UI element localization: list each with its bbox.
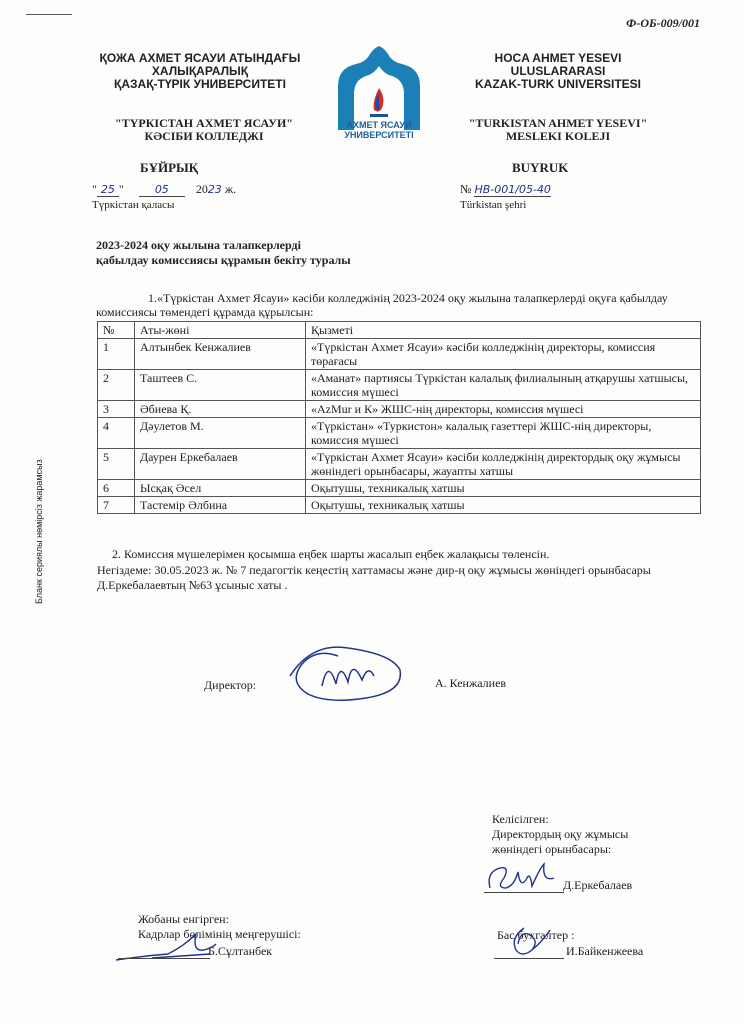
agreed-line-1: Келісілген: [492,812,549,826]
corner-mark [26,14,72,15]
prepared-line-1: Жобаны енгірген: [138,912,229,926]
college-left-line-1: "ТҮРКІСТАН АХМЕТ ЯСАУИ" [115,116,293,130]
side-note: Бланк сериялы нөмірсіз жарамсыз [34,459,44,604]
table-row [98,370,701,401]
header-right-line-2: ULUSLARARASI [510,64,606,78]
row-number: 1 [98,339,135,370]
agreed-line-3: жөніндегі орынбасары: [492,842,612,856]
agreed-block [492,812,628,857]
table-row [98,339,701,370]
title-line-1: 2023-2024 оқу жылына талапкерлерді [96,238,301,252]
table-row [98,401,701,418]
college-right-line-1: "TURKISTAN AHMET YESEVI" [468,116,648,130]
city-turkish: Türkistan şehri [460,199,527,211]
header-number: № [98,322,135,339]
college-name-kazakh [90,117,318,143]
order-heading-turkish: BUYRUK [512,160,569,175]
agreed-line-2: Директордың оқу жұмысы [492,827,629,841]
paragraph-1: 1.«Түркістан Ахмет Ясауи» кәсіби колледжінің 2023-2024 оқу жылына талапкерлерді оқуға қабылдау комиссиясы төмендегі құрамда құрылсын: [96,291,668,319]
row-position: Оқытушы, техникалық хатшы [306,497,701,514]
director-label: Директор: [204,678,257,692]
table-header-row [98,322,701,339]
date-year: 23 [207,183,222,196]
table-row [98,449,701,480]
order-heading-kazakh: БҰЙРЫҚ [140,160,199,175]
document-title [96,238,436,268]
university-name-kazakh [86,52,314,91]
header-left-line-3: ҚАЗАҚ-ТҮРІК УНИВЕРСИТЕТІ [114,77,286,91]
city-kazakh: Түркістан қаласы [92,199,175,211]
university-logo [330,46,428,146]
header-left-line-1: ҚОЖА АХМЕТ ЯСАУИ АТЫНДАҒЫ [99,51,301,65]
agreed-name: Д.Еркебалаев [563,878,633,892]
date-day: 25 [97,183,119,197]
row-number: 7 [98,497,135,514]
prepared-name: Б.Сұлтанбек [208,944,273,958]
header-right-line-1: HOCA AHMET YESEVI [494,51,622,65]
director-name: А. Кенжалиев [435,676,507,690]
row-position: Оқытушы, техникалық хатшы [306,480,701,497]
prepared-line-2: Кадрлар бөлімінің меңгерушісі: [138,927,301,941]
header-left-line-2: ХАЛЫҚАРАЛЫҚ [151,64,249,78]
deputy-signature-icon [484,858,560,903]
row-number: 6 [98,480,135,497]
date-month: 05 [139,183,185,197]
row-name: Даурен Еркебалаев [135,449,306,480]
row-position: «Түркістан Ахмет Ясауи» кәсіби колледжінің директоры, комиссия төрағасы [306,339,701,370]
row-number: 2 [98,370,135,401]
university-name-turkish [452,52,664,91]
row-name: Алтынбек Кенжалиев [135,339,306,370]
row-name: Әбиева Қ. [135,401,306,418]
director-signature-icon [282,636,412,713]
college-right-line-2: MESLEKI KOLEJI [505,129,611,143]
row-number: 5 [98,449,135,480]
header-name: Аты-жөні [135,322,306,339]
accountant-name: И.Байкенжеева [566,944,644,958]
agreed-signature-line [484,892,564,893]
form-code: Ф-ОБ-009/001 [626,16,700,30]
row-number: 3 [98,401,135,418]
table-row [98,497,701,514]
order-date: " 25 " 05 2023 ж. [92,182,237,196]
row-position: «Аманат» партиясы Түркістан калалық филиалының атқарушы хатшысы, комиссия мүшесі [306,370,701,401]
logo-text-2: УНИВЕРСИТЕТІ [344,130,414,140]
table-row [98,480,701,497]
college-name-turkish [444,117,672,143]
header-right-line-3: KAZAK-TURK UNIVERSITESI [474,77,641,91]
prepared-signature-line [118,958,210,959]
accountant-signature-icon [506,922,556,967]
order-number: № НВ-001/05-40 [460,182,551,196]
header-position: Қызметі [306,322,701,339]
college-left-line-2: КӘСІБИ КОЛЛЕДЖІ [144,129,264,143]
accountant-label: Бас бухгалтер : [497,928,575,942]
paragraph-2: 2. Комиссия мүшелерімен қосымша еңбек шарты жасалып еңбек жалақысы төленсін. [112,547,550,561]
row-name: Таштеев С. [135,370,306,401]
row-name: Дәулетов М. [135,418,306,449]
commission-table [97,321,701,514]
row-position: «Түркістан Ахмет Ясауи» кәсіби колледжінің директордық оқу жұмысы жөніндегі орынбасары, жауапты хатшы [306,449,701,480]
table-row [98,418,701,449]
order-number-value: НВ-001/05-40 [474,183,551,196]
title-line-2: қабылдау комиссиясы құрамын бекіту туралы [96,253,351,267]
accountant-signature-line [494,958,564,959]
hr-signature-icon [112,926,222,971]
logo-text-1: АХМЕТ ЯСАУИ [346,120,412,130]
row-position: «Түркістан» «Туркистон» калалық газеттері ЖШС-нің директоры, комиссия мүшесі [306,418,701,449]
basis-paragraph: Негіздеме: 30.05.2023 ж. № 7 педагогтік кеңестің хаттамасы және дир-ң оқу жұмысы жөніндегі орынбасары Д.Еркебалаевтың №63 ұсыныс хаты . [97,563,651,592]
row-name: Ысқақ Әсел [135,480,306,497]
row-name: Тастемір Әлбина [135,497,306,514]
row-position: «AzMur и К» ЖШС-нің директоры, комиссия мүшесі [306,401,701,418]
row-number: 4 [98,418,135,449]
